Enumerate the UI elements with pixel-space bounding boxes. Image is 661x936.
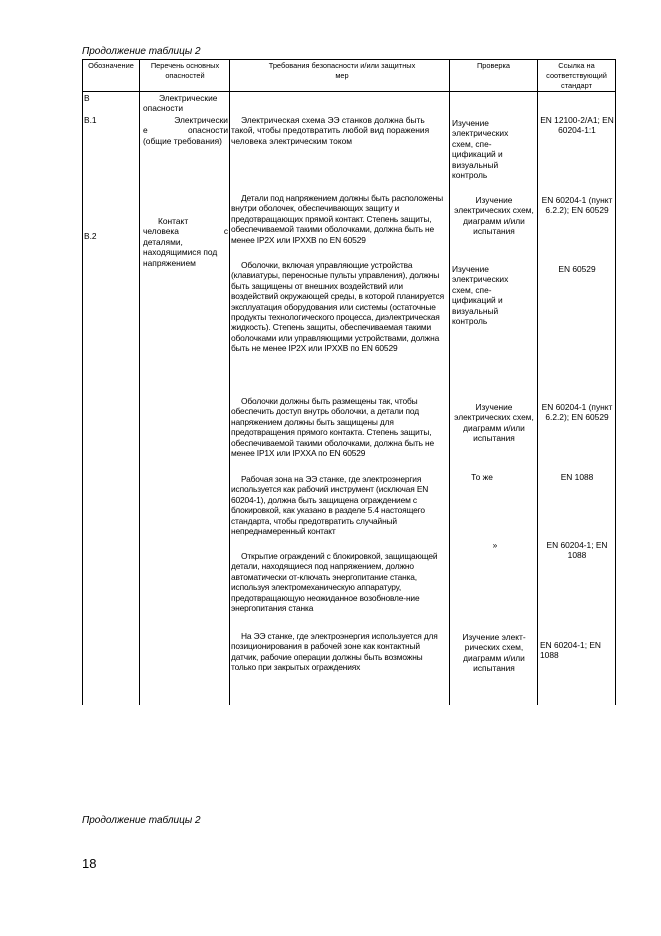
row-b2-requirement-4: Рабочая зона на ЭЭ станке, где электроэнергия используется как рабочий инструмент (исключая EN 60204-1), должна быть защищена ограждением с блокировкой, как указано в разделе 5.4 настоящего стандарта, чтобы предотвратить случайный непреднамеренный контакт [231,474,429,537]
row-b2-verification-2: Изучение электрических схем, спе-цификаций и визуальный контроль [452,264,509,327]
header-designation: Обозначение [88,61,134,70]
header-hazards: Перечень основных опасностей [150,61,220,80]
row-b2-hazard-line2-b: с [223,226,228,237]
row-b2-reference-4: EN 1088 [560,472,594,482]
row-b-hazard: Электрические опасности [143,93,218,114]
row-b2-reference-3: EN 60204-1 (пункт 6.2.2); EN 60529 [541,402,613,423]
row-b2-code: В.2 [84,231,97,241]
row-b-code: В [84,93,90,103]
row-b1-hazard-line2-a: е [143,125,148,136]
row-b2-verification-5: » [492,540,498,550]
page-number: 18 [82,856,97,871]
row-b2-verification-6: Изучение элект-рических схем, диаграмм и/или испытания [462,632,526,674]
row-b2-reference-5: EN 60204-1; EN 1088 [546,540,608,561]
row-b1-hazard-line2-b: опасности [187,125,228,136]
row-b2-verification-4: То же [471,472,493,482]
row-b2-requirement-1: Детали под напряжением должны быть расположены внутри оболочек, обеспечивающих защиту и предотвращающих прямой контакт. Степень защиты, обеспечиваемой такими оболочками, должна быть не менее IP2X или IPXXB по EN 60529 [231,193,444,245]
row-b2-requirement-2: Оболочки, включая управляющие устройства (клавиатуры, переносные пульты управления), должны быть защищены от внешних воздействий или воздействий окружающей среды, в которой планируется эксплуатация оборудования или системы (остаточные продукты технологического процесса, диэлектрическая жидкость). Степень защиты, обеспечиваемая такими оболочками или управляющими устройствами, должна быть не менее IP2X или IPXXB по EN 60529 [231,260,444,354]
header-reference: Ссылка на соответствующий стандарт [546,61,607,90]
row-b2-requirement-5: Открытие ограждений с блокировкой, защищающей детали, находящиеся под напряжением, должно автоматически от-ключать энергопитание станка, используя электромеханическую аппаратуру, предотвращающую неожиданное возобновле-ние энергопитания станка [231,551,438,614]
table-continuation-caption: Продолжение таблицы 2 [82,46,201,57]
row-b2-verification-1: Изучение электрических схем, диаграмм и/или испытания [454,195,534,237]
row-b1-requirement: Электрическая схема ЭЭ станков должна быть такой, чтобы предотвратить любой вид поражения человека электрическим током [231,115,430,146]
row-b2-hazard [143,216,228,268]
row-b1-reference: EN 12100-2/A1; EN 60204-1:1 [540,115,614,136]
row-b2-verification-3: Изучение электрических схем, диаграмм и/или испытания [454,402,534,444]
row-b2-hazard-line2-a: человека [143,226,179,237]
row-b2-hazard-line1: Контакт [158,216,189,226]
header-requirements: Требования безопасности и/или защитных мер [268,61,416,80]
row-b1-hazard [143,115,228,146]
row-b1-verification: Изучение электрических схем, спе-цификаций и визуальный контроль [452,118,509,181]
row-b2-requirement-6: На ЭЭ станке, где электроэнергия используется для позиционирования в рабочей зоне как контактный датчик, рабочие операции должны быть возможны только при закрытых ограждениях [231,631,438,673]
header-verification: Проверка [476,61,511,70]
row-b1-hazard-line3: (общие требования) [143,135,222,146]
row-b2-requirement-3: Оболочки должны быть размещены так, чтобы обеспечить доступ внутрь оболочки, а детали под напряжением должны быть защищены для предотвращения прямого контакта. Степень защиты, обеспечиваемой такими оболочками, должна быть не менее IP1X или IPXXA по EN 60529 [231,396,434,459]
row-b2-reference-6: EN 60204-1; EN 1088 [540,640,601,661]
row-b2-reference-2: EN 60529 [558,264,596,274]
row-b2-hazard-line3: деталями, находящимися под напряжением [143,236,218,268]
row-b2-reference-1: EN 60204-1 (пункт 6.2.2); EN 60529 [541,195,613,216]
row-b1-code: В.1 [84,115,97,125]
row-b1-hazard-line1: Электрически [174,115,228,125]
table-continuation-caption-bottom: Продолжение таблицы 2 [82,815,201,826]
